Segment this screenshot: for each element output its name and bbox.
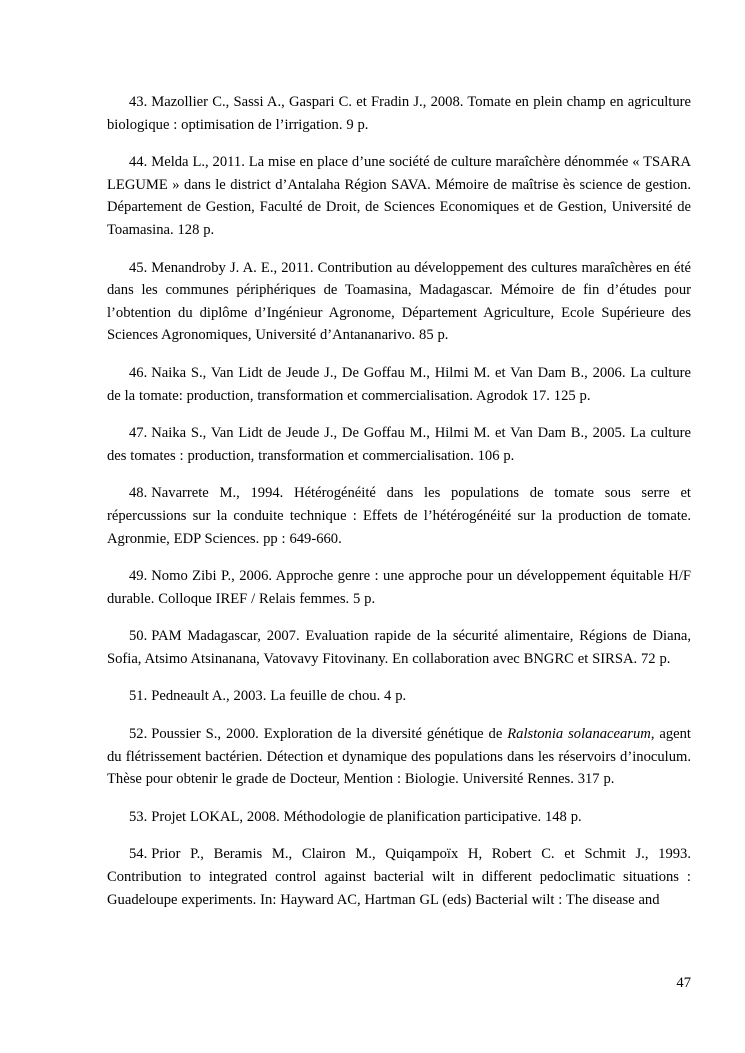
reference-item [107,257,691,347]
reference-number: 52. [129,726,148,743]
reference-item [107,843,691,911]
reference-number: 47. [129,425,148,442]
reference-text: Poussier S., 2000. Exploration de la diversité génétique de [151,726,508,743]
reference-item [107,565,691,610]
reference-text: Naika S., Van Lidt de Jeude J., De Goffau M., Hilmi M. et Van Dam B., 2006. La culture de la tomate: production, transformation et commercialisation. Agrodok 17. 125 p. [107,364,691,404]
reference-number: 51. [129,688,148,705]
reference-item [107,151,691,241]
reference-item [107,91,691,136]
reference-number: 49. [129,568,148,585]
reference-item [107,625,691,670]
reference-item [107,806,691,829]
reference-text: Nomo Zibi P., 2006. Approche genre : une approche pour un développement équitable H/F durable. Colloque IREF / Relais femmes. 5 p. [107,568,691,607]
reference-text: Pedneault A., 2003. La feuille de chou. 4 p. [151,688,407,705]
reference-item [107,362,691,407]
reference-number: 44. [129,154,148,171]
reference-number: 45. [129,259,148,276]
reference-text: Menandroby J. A. E., 2011. Contribution au développement des cultures maraîchères en été dans les communes périphériques de Toamasina, Madagascar. Mémoire de fin d’études pour l’obtention du diplôme d’Ingénieur Agronome, Département Agriculture, Ecole Supérieure des Sciences Agronomiques, Université d’Antananarivo. 85 p. [107,259,691,344]
reference-item [107,723,691,791]
reference-text: Prior P., Beramis M., Clairon M., Quiqampoïx H, Robert C. et Schmit J., 1993. Contribution to integrated control against bacterial wilt in different pedoclimatic situations : Guadeloupe experiments. In: Hayward AC, Hartman GL (eds) Bacterial wilt : The disease and [107,846,691,908]
reference-item [107,482,691,550]
reference-text: Naika S., Van Lidt de Jeude J., De Goffau M., Hilmi M. et Van Dam B., 2005. La culture des tomates : production, transformation et commercialisation. 106 p. [107,425,691,464]
reference-text: Projet LOKAL, 2008. Méthodologie de planification participative. 148 p. [151,808,582,825]
reference-number: 54. [129,846,148,863]
reference-number: 53. [129,808,148,825]
reference-number: 43. [129,94,148,110]
reference-text: Navarrete M., 1994. Hétérogénéité dans les populations de tomate sous serre et répercussions sur la conduite technique : Effets de l’hétérogénéité sur la production de tomate. Agronmie, EDP Sciences. pp : 649-660. [107,485,691,547]
reference-text: Melda L., 2011. La mise en place d’une société de culture maraîchère dénommée « TSARA LEGUME » dans le district d’Antalaha Région SAVA. Mémoire de maîtrise ès science de gestion. Département de Gestion, Faculté de Droit, de Sciences Economiques et de Gestion, Université de Toamasina. 128 p. [107,154,691,238]
species-name-italic: Ralstonia solanacearum [507,726,651,743]
reference-text-continued: , agent du flétrissement bactérien. Détection et dynamique des populations dans les réservoirs d’inoculum. Thèse pour obtenir le grade de Docteur, Mention : Biologie. Université Rennes. 317 p. [107,726,691,788]
reference-text: PAM Madagascar, 2007. Evaluation rapide de la sécurité alimentaire, Régions de Diana, Sofia, Atsimo Atsinanana, Vatovavy Fitovinany. En collaboration avec BNGRC et SIRSA. 72 p. [107,628,691,667]
reference-number: 48. [129,485,148,502]
page-number: 47 [676,975,691,991]
reference-number: 46. [129,364,148,381]
reference-number: 50. [129,628,148,645]
reference-list [107,91,691,926]
reference-text: Mazollier C., Sassi A., Gaspari C. et Fradin J., 2008. Tomate en plein champ en agriculture biologique : optimisation de l’irrigation. 9 p. [107,94,691,133]
reference-item [107,685,691,708]
reference-item [107,422,691,467]
